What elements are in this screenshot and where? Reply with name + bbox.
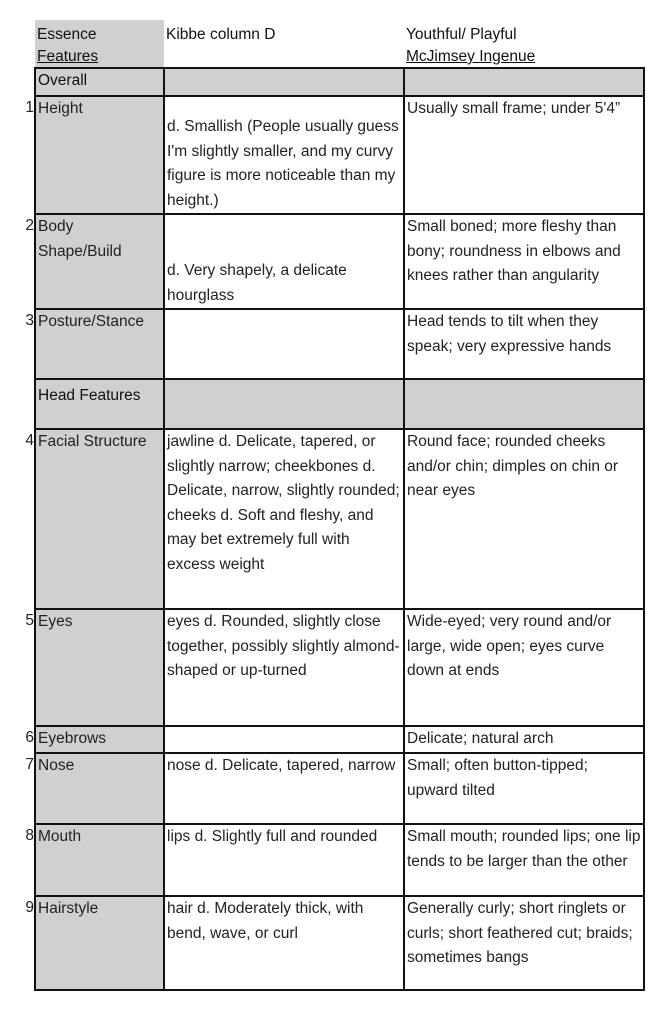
feature-cell xyxy=(35,309,164,379)
ingenue-cell xyxy=(404,309,644,379)
table-row xyxy=(14,896,644,990)
kibbe-cell xyxy=(164,309,404,379)
cell-text: Facial Structure xyxy=(38,433,147,450)
cell-text: Posture/Stance xyxy=(38,313,144,330)
cell-text: Height xyxy=(38,100,83,117)
cell-text: eyes d. Rounded, slightly close together, possibly slightly almond-shaped or up-turned xyxy=(167,613,400,679)
row-number: 6 xyxy=(25,729,34,746)
feature-cell xyxy=(35,429,164,609)
row-number: 3 xyxy=(25,312,34,329)
feature-cell xyxy=(35,753,164,824)
table-row xyxy=(14,753,644,824)
ingenue-cell xyxy=(404,609,644,726)
row-number: 9 xyxy=(25,899,34,916)
row-number: 5 xyxy=(25,612,34,629)
kibbe-cell xyxy=(164,753,404,824)
ingenue-cell xyxy=(404,896,644,990)
comparison-table xyxy=(14,20,645,991)
kibbe-cell xyxy=(164,896,404,990)
row-number: 2 xyxy=(25,217,34,234)
cell-text: lips d. Slightly full and rounded xyxy=(167,828,378,845)
cell-text: Delicate; natural arch xyxy=(407,730,554,747)
table-row xyxy=(14,309,644,379)
cell-text: Mouth xyxy=(38,828,82,845)
section-label-head-features xyxy=(35,379,164,429)
cell-text: Small mouth; rounded lips; one lip tends to be larger than the other xyxy=(407,828,641,870)
cell-text: Nose xyxy=(38,757,75,774)
table-row xyxy=(14,609,644,726)
kibbe-cell xyxy=(164,824,404,896)
kibbe-cell xyxy=(164,214,404,309)
section-label-overall xyxy=(35,68,164,96)
feature-cell xyxy=(35,726,164,753)
cell-text: Usually small frame; under 5'4” xyxy=(407,100,621,117)
cell-text: hair d. Moderately thick, with bend, wave, or curl xyxy=(167,900,364,942)
cell-text: Overall xyxy=(38,72,88,89)
header-ingenue-column xyxy=(404,20,644,68)
table-row xyxy=(14,824,644,896)
cell-text: Eyes xyxy=(38,613,73,630)
cell-text: nose d. Delicate, tapered, narrow xyxy=(167,757,396,774)
cell-text: Kibbe column D xyxy=(166,26,276,43)
kibbe-cell xyxy=(164,609,404,726)
kibbe-cell xyxy=(164,429,404,609)
cell-text: d. Very shapely, a delicate hourglass xyxy=(167,262,347,304)
header-row xyxy=(14,20,644,68)
ingenue-cell xyxy=(404,96,644,214)
cell-text: Head Features xyxy=(38,387,141,404)
cell-text: Wide-eyed; very round and/or large, wide open; eyes curve down at ends xyxy=(407,613,612,679)
section-row-overall xyxy=(14,68,644,96)
row-number-header xyxy=(14,20,35,68)
header-essence-features xyxy=(35,20,164,68)
feature-cell xyxy=(35,214,164,309)
header-col1-line1: Essence xyxy=(37,26,97,43)
kibbe-cell xyxy=(164,96,404,214)
feature-cell xyxy=(35,896,164,990)
feature-cell xyxy=(35,96,164,214)
cell-text: d. Smallish (People usually guess I'm slightly smaller, and my curvy figure is more noticeable than my height.) xyxy=(167,118,399,209)
kibbe-cell xyxy=(164,726,404,753)
cell-text: Body Shape/Build xyxy=(38,218,122,260)
table-row xyxy=(14,96,644,214)
cell-text: Small; often button-tipped; upward tilted xyxy=(407,757,588,799)
table-row xyxy=(14,214,644,309)
cell-text: jawline d. Delicate, tapered, or slightly narrow; cheekbones d. Delicate, narrow, slightly rounded; cheeks d. Soft and fleshy, and may bet extremely full with excess weight xyxy=(167,433,400,573)
row-number: 7 xyxy=(25,756,34,773)
header-kibbe-column xyxy=(164,20,404,68)
row-number: 1 xyxy=(25,99,34,116)
ingenue-cell xyxy=(404,753,644,824)
cell-text: Small boned; more fleshy than bony; roundness in elbows and knees rather than angularity xyxy=(407,218,621,284)
cell-text: Hairstyle xyxy=(38,900,99,917)
header-col1-line2: Features xyxy=(37,48,99,65)
ingenue-cell xyxy=(404,214,644,309)
cell-text: Eyebrows xyxy=(38,730,107,747)
cell-text: Generally curly; short ringlets or curls; short feathered cut; braids; sometimes bangs xyxy=(407,900,633,966)
row-number: 4 xyxy=(25,432,34,449)
table-row xyxy=(14,726,644,753)
ingenue-cell xyxy=(404,726,644,753)
ingenue-cell xyxy=(404,429,644,609)
table-row xyxy=(14,429,644,609)
cell-text: Round face; rounded cheeks and/or chin; dimples on chin or near eyes xyxy=(407,433,619,499)
ingenue-cell xyxy=(404,824,644,896)
row-number: 8 xyxy=(25,827,34,844)
cell-text: Head tends to tilt when they speak; very expressive hands xyxy=(407,313,612,355)
feature-cell xyxy=(35,609,164,726)
header-col3-line2: McJimsey Ingenue xyxy=(406,48,536,65)
section-row-head-features xyxy=(14,379,644,429)
feature-cell xyxy=(35,824,164,896)
header-col3-line1: Youthful/ Playful xyxy=(406,26,517,43)
